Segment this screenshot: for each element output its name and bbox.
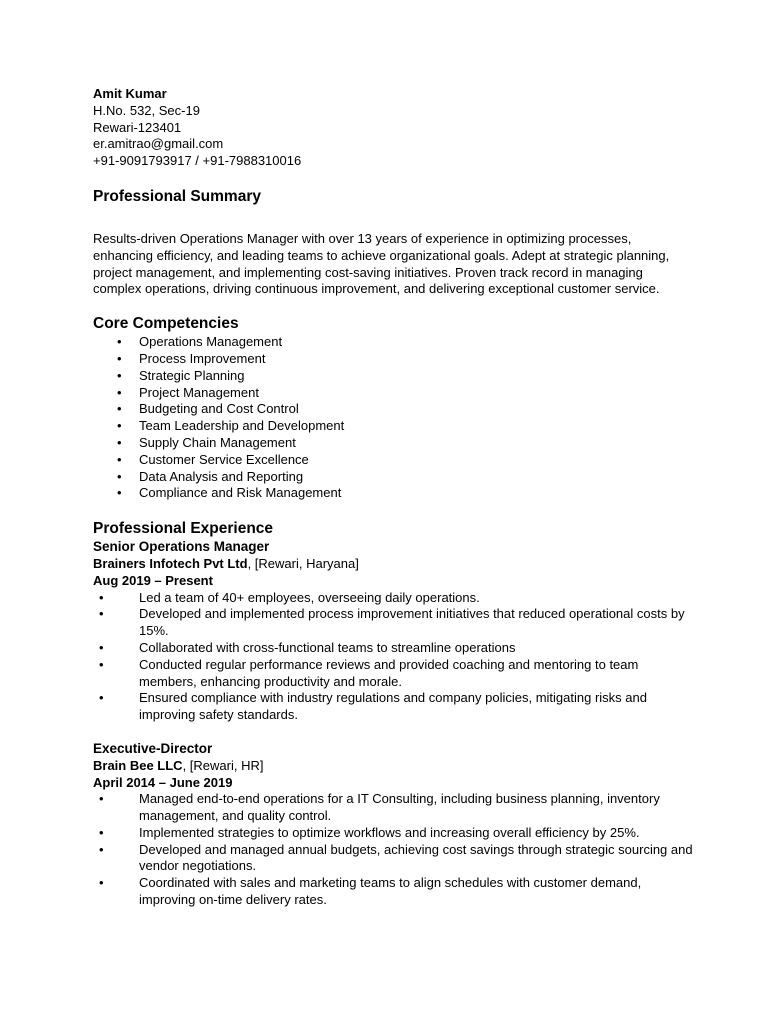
bullet-icon: • <box>99 824 104 840</box>
duties-list <box>93 590 693 724</box>
bullet-icon: • <box>117 367 122 383</box>
duty-text: Conducted regular performance reviews and provided coaching and mentoring to team members, enhancing productivity and morale. <box>139 656 639 689</box>
list-item <box>93 435 693 452</box>
bullet-icon: • <box>117 384 122 400</box>
bullet-icon: • <box>99 791 104 807</box>
competency-label: Strategic Planning <box>139 367 245 383</box>
company-name: Brain Bee LLC <box>93 757 183 773</box>
company-name: Brainers Infotech Pvt Ltd <box>93 555 248 571</box>
competency-label: Project Management <box>139 384 259 400</box>
job-entry-2 <box>93 741 693 909</box>
competencies-list <box>93 334 693 502</box>
competencies-heading: Core Competencies <box>93 315 239 333</box>
competency-label: Budgeting and Cost Control <box>139 401 299 417</box>
summary-text: Results-driven Operations Manager with over 13 years of experience in optimizing processes, enhancing efficiency, and leading teams to achieve organizational goals. Adept at strategic planning, project management, and implementing cost-saving initiatives. Proven track record in managing complex operations, driving continuous improvement, and delivering exceptional customer service. <box>93 230 670 297</box>
list-item <box>93 368 693 385</box>
summary-heading: Professional Summary <box>93 187 261 205</box>
bullet-icon: • <box>99 589 104 605</box>
bullet-icon: • <box>117 485 122 501</box>
list-item <box>99 606 693 640</box>
competency-label: Operations Management <box>139 334 283 350</box>
duty-text: Collaborated with cross-functional teams to streamline operations <box>139 639 516 655</box>
list-item <box>93 469 693 486</box>
bullet-icon: • <box>99 690 104 706</box>
duty-text: Coordinated with sales and marketing teams to align schedules with customer demand, improving on-time delivery rates. <box>139 875 642 908</box>
bullet-icon: • <box>99 639 104 655</box>
duties-list <box>93 791 693 909</box>
bullet-icon: • <box>117 434 122 450</box>
contact-name: Amit Kumar <box>93 86 167 101</box>
duty-text: Led a team of 40+ employees, overseeing daily operations. <box>139 589 480 605</box>
duty-text: Ensured compliance with industry regulations and company policies, mitigating risks and improving safety standards. <box>139 690 647 723</box>
list-item <box>93 351 693 368</box>
competency-label: Team Leadership and Development <box>139 418 345 434</box>
list-item <box>99 690 693 724</box>
job-title: Senior Operations Manager <box>93 539 270 555</box>
list-item <box>99 824 693 842</box>
bullet-icon: • <box>99 656 104 672</box>
competency-label: Customer Service Excellence <box>139 451 309 467</box>
job-company-line <box>93 758 693 775</box>
job-dates: April 2014 – June 2019 <box>93 774 233 790</box>
list-item <box>99 656 693 691</box>
duty-text: Implemented strategies to optimize workflows and increasing overall efficiency by 25%. <box>139 824 640 840</box>
list-item <box>93 334 693 351</box>
list-item <box>93 385 693 402</box>
list-item <box>93 401 693 418</box>
job-dates: Aug 2019 – Present <box>93 572 213 588</box>
bullet-icon: • <box>99 875 104 891</box>
duty-text: Managed end-to-end operations for a IT Consulting, including business planning, inventory management, and quality control. <box>139 791 660 824</box>
job-entry-1 <box>93 539 693 724</box>
bullet-icon: • <box>117 468 122 484</box>
list-item <box>93 485 693 502</box>
bullet-icon: • <box>117 451 122 467</box>
bullet-icon: • <box>117 418 122 434</box>
contact-address-line-2: Rewari-123401 <box>93 119 182 135</box>
list-item <box>99 589 693 607</box>
list-item <box>93 418 693 435</box>
duty-text: Developed and managed annual budgets, achieving cost savings through strategic sourcing and vendor negotiations. <box>139 841 693 874</box>
job-title: Executive-Director <box>93 740 213 756</box>
resume-page <box>93 86 693 909</box>
company-location: , [Rewari, HR] <box>182 757 264 773</box>
bullet-icon: • <box>117 334 122 350</box>
competency-label: Process Improvement <box>139 350 266 366</box>
competency-label: Supply Chain Management <box>139 434 296 450</box>
bullet-icon: • <box>99 841 104 857</box>
contact-block <box>93 86 693 170</box>
bullet-icon: • <box>117 350 122 366</box>
list-item <box>99 639 693 657</box>
duty-text: Developed and implemented process improvement initiatives that reduced operational costs by 15%. <box>139 606 685 639</box>
contact-phone: +91-9091793917 / +91-7988310016 <box>93 153 302 169</box>
competency-label: Compliance and Risk Management <box>139 485 342 501</box>
experience-heading: Professional Experience <box>93 520 274 538</box>
list-item <box>99 875 693 909</box>
list-item <box>99 841 693 876</box>
list-item <box>99 791 693 825</box>
job-company-line <box>93 556 693 573</box>
competency-label: Data Analysis and Reporting <box>139 468 304 484</box>
bullet-icon: • <box>117 401 122 417</box>
list-item <box>93 452 693 469</box>
company-location: , [Rewari, Haryana] <box>247 555 359 571</box>
contact-email: er.amitrao@gmail.com <box>93 136 224 152</box>
contact-address-line-1: H.No. 532, Sec-19 <box>93 102 200 118</box>
bullet-icon: • <box>99 606 104 622</box>
